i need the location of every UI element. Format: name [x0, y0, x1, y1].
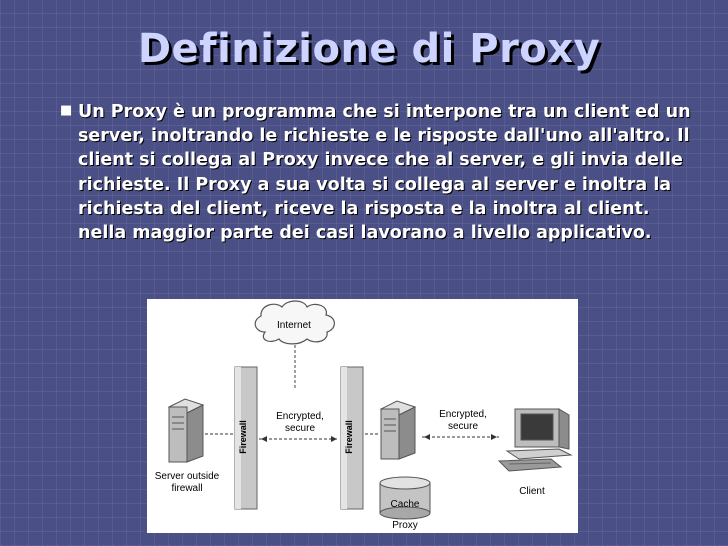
diagram-graphics — [147, 299, 578, 533]
server-outside-label: Server outside firewall — [154, 471, 220, 494]
cache-label: Cache — [390, 499, 420, 510]
desktop-computer-icon — [499, 409, 571, 471]
link-right-label: Encrypted, secure — [439, 409, 487, 432]
slide-title: Definizione di Proxy — [137, 26, 601, 72]
proxy-server-icon — [381, 401, 415, 459]
link-left-label: Encrypted, secure — [276, 411, 324, 434]
server-tower-icon — [169, 399, 203, 462]
proxy-label: Proxy — [392, 520, 418, 531]
firewall-right-label: Firewall — [343, 420, 354, 454]
square-bullet-icon: ■ — [60, 103, 73, 118]
internet-label: Internet — [277, 320, 311, 331]
database-cylinder-icon — [380, 477, 430, 519]
client-label: Client — [519, 486, 545, 497]
proxy-diagram — [147, 299, 578, 533]
firewall-left-label: Firewall — [237, 420, 248, 454]
bullet-paragraph: Un Proxy è un programma che si interpone tra un client ed un server, inoltrando le richieste e le risposte dall'uno all'altro. Il client si collega al Proxy invece che al server, e gli invia delle richieste. Il Proxy a sua volta si collega al server e inoltra la richiesta del client, riceve la risposta e la inoltra al client. nella maggior parte dei casi lavorano a livello applicativo. — [78, 102, 691, 244]
